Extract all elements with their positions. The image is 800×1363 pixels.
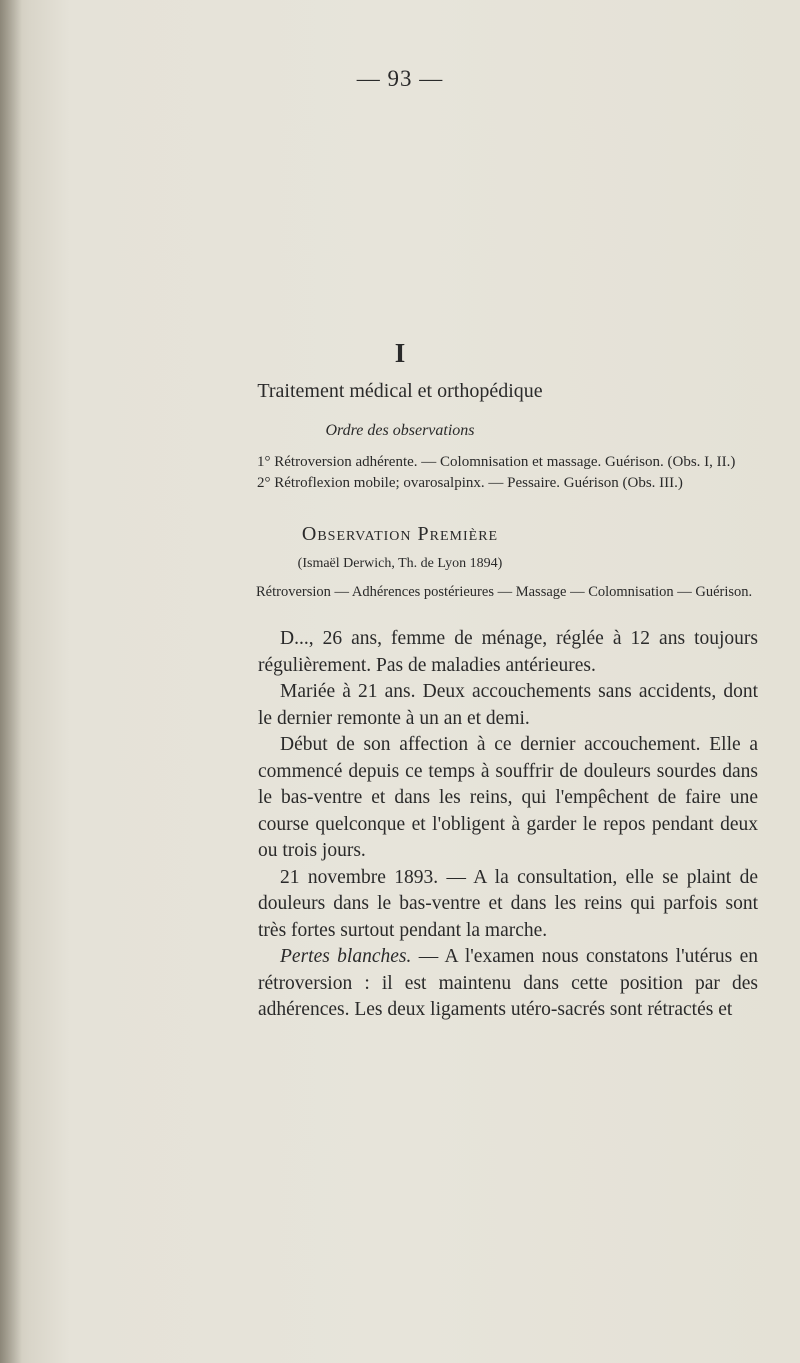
observation-source: (Ismaël Derwich, Th. de Lyon 1894) — [297, 556, 503, 571]
paragraph — [258, 944, 758, 1024]
order-heading: Ordre des observations — [325, 422, 475, 439]
paragraph-text: Début de son affection à ce dernier accouchement. Elle a commencé depuis ce temps à souffrir de douleurs sourdes dans le bas-ventre et dans les reins, qui l'empêchent de faire une course quelconque et l'obligent à garder le repos pendant deux ou trois jours. — [258, 734, 758, 861]
observation-summary: Rétroversion — Adhérences postérieures — Massage — Colomnisation — Guérison. — [256, 584, 753, 600]
observation-list-item: 1° Rétroversion adhérente. — Colomnisation et massage. Guérison. (Obs. I, II.) — [257, 454, 736, 470]
chapter-title: Traitement médical et orthopédique — [257, 380, 543, 402]
paragraph — [258, 626, 758, 679]
paragraph-lead: Pertes blanches. — [280, 946, 412, 967]
paragraph — [258, 732, 758, 865]
section-numeral: I — [394, 338, 406, 368]
observation-list — [257, 452, 797, 494]
paragraph-text: Mariée à 21 ans. Deux accouchements sans accidents, dont le dernier remonte à un an et demi. — [258, 681, 758, 729]
paragraph — [258, 865, 758, 945]
binding-shadow — [0, 0, 22, 1363]
page-number: — 93 — — [356, 66, 444, 91]
paragraph-text: 21 novembre 1893. — A la consultation, elle se plaint de douleurs dans le bas-ventre et dans les reins qui parfois sont très fortes surtout pendant la marche. — [258, 866, 758, 941]
observation-title: Observation Première — [301, 523, 499, 545]
paragraph-text: D..., 26 ans, femme de ménage, réglée à 12 ans toujours régulièrement. Pas de maladies antérieures. — [258, 628, 758, 676]
paragraph-text: — A l'examen nous constatons l'utérus en rétroversion : il est maintenu dans cette position par des adhérences. Les deux ligaments utéro-sacrés sont rétractés et — [258, 946, 758, 1020]
paragraph — [258, 679, 758, 732]
body-text — [258, 626, 758, 1024]
observation-list-item: 2° Rétroflexion mobile; ovarosalpinx. — Pessaire. Guérison (Obs. III.) — [257, 475, 683, 491]
